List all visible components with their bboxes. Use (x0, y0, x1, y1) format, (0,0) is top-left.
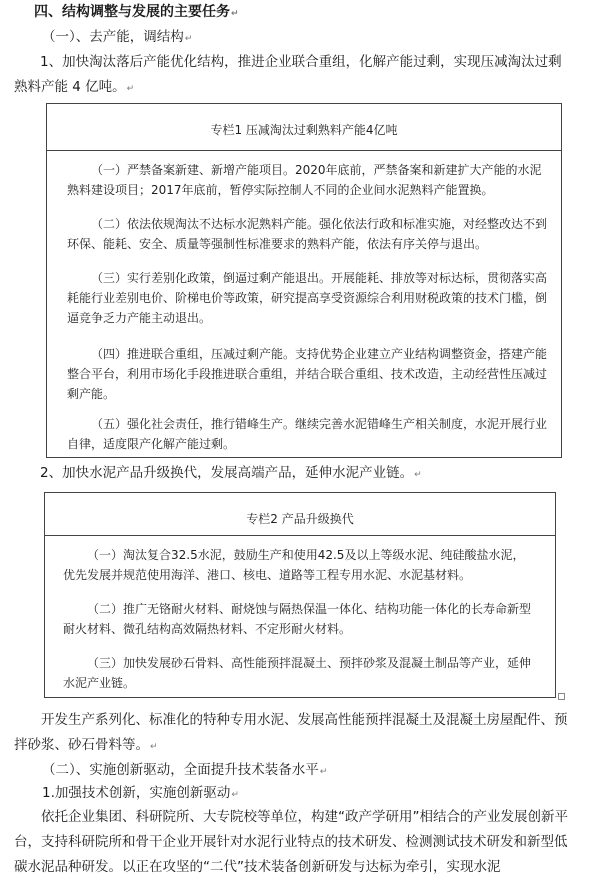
box-2-paragraph-1: （一）淘汰复合32.5水泥，鼓励生产和使用42.5及以上等级水泥、纯硅酸盐水泥，优先发展并规范使用海洋、港口、核电、道路等工程专用水泥、水泥基材料。 (63, 548, 525, 582)
box-2-paragraph-2: （二）推广无铬耐火材料、耐烧蚀与隔热保温一体化、结构功能一体化的长寿命新型耐火材料、微孔结构高效隔热材料、不定形耐火材料。 (63, 602, 532, 636)
return-arrow-icon: ↵ (126, 84, 135, 94)
final-paragraph: 依托企业集团、科研院所、大专院校等单位，构建“政产学研用”相结合的产业发展创新平台，支持科研院所和骨干企业开展针对水泥行业特点的技术研发、检测测试技术研发和新型低碳水泥品种研发。以正在攻坚的“二代”技术装备创新研发与达标为牵引，实现水泥 (14, 809, 568, 875)
resize-handle[interactable] (558, 693, 565, 700)
box-1-paragraph-4: （四）推进联合重组，压减过剩产能。支持优势企业建立产业结构调整资金，搭建产能整合平台，利用市场化手段推进联合重组，并结合联合重组、技术改造，主动经营性压减过剩产能。 (67, 347, 548, 401)
return-arrow-icon: ↵ (231, 9, 239, 19)
item-1-line-2: 熟料产能 4 亿吨。↵ (14, 79, 135, 95)
return-arrow-icon: ↵ (150, 742, 158, 752)
box-2-paragraph-3: （三）加快发展砂石骨料、高性能预拌混凝土、预拌砂浆及混凝土制品等产业，延伸水泥产业链。 (63, 656, 532, 690)
return-arrow-icon: ↵ (231, 790, 239, 800)
column-box-2-title: 专栏2 产品升级换代 (246, 512, 354, 526)
box-1-paragraph-1: （一）严禁备案新建、新增产能项目。2020年底前，严禁备案和新建扩大产能的水泥熟料建设项目；2017年底前，暂停实际控制人不同的企业间水泥熟料产能置换。 (67, 163, 542, 197)
title-divider (45, 535, 555, 536)
subsection-1-heading: （一）、去产能，调结构↵ (42, 29, 193, 45)
item-2: 2、加快水泥产品升级换代，发展高端产品，延伸水泥产业链。↵ (40, 465, 422, 481)
return-arrow-icon: ↵ (184, 34, 193, 44)
column-box-1 (46, 103, 562, 458)
return-arrow-icon: ↵ (414, 470, 422, 480)
return-arrow-icon: ↵ (319, 767, 328, 777)
box-1-paragraph-2: （二）依法依规淘汰不达标水泥熟料产能。强化依法行政和标准实施，对经整改达不到环保、能耗、安全、质量等强制性标准要求的熟料产能，依法有序关停与退出。 (67, 217, 548, 251)
title-divider (47, 150, 561, 151)
box-1-paragraph-3: （三）实行差别化政策，倒逼过剩产能退出。开展能耗、排放等对标达标，贯彻落实高耗能行业差别电价、阶梯电价等政策，研究提高享受资源综合利用财税政策的技术门槛，倒逼竞争乏力产能主动退出。 (67, 271, 548, 325)
subsection-2-heading: （二）、实施创新驱动，全面提升技术装备水平↵ (42, 762, 328, 778)
column-box-1-title: 专栏1 压减淘汰过剩熟料产能4亿吨 (210, 123, 398, 137)
box-1-paragraph-5: （五）强化社会责任，推行错峰生产。继续完善水泥错峰生产相关制度，水泥开展行业自律，适度限产化解产能过剩。 (67, 417, 548, 451)
section-heading: 四、结构调整与发展的主要任务↵ (34, 4, 239, 20)
column-box-2 (44, 492, 556, 698)
item-3: 1.加强技术创新，实施创新驱动↵ (42, 785, 239, 801)
item-1-line-1: 1、加快淘汰落后产能优化结构，推进企业联合重组，化解产能过剩，实现压减淘汰过剩 (40, 54, 562, 70)
paragraph-after-box-2: 开发生产系列化、标准化的特种专用水泥、发展高性能预拌混凝土及混凝土房屋配件、预拌砂浆、砂石骨料等。↵ (14, 712, 568, 753)
